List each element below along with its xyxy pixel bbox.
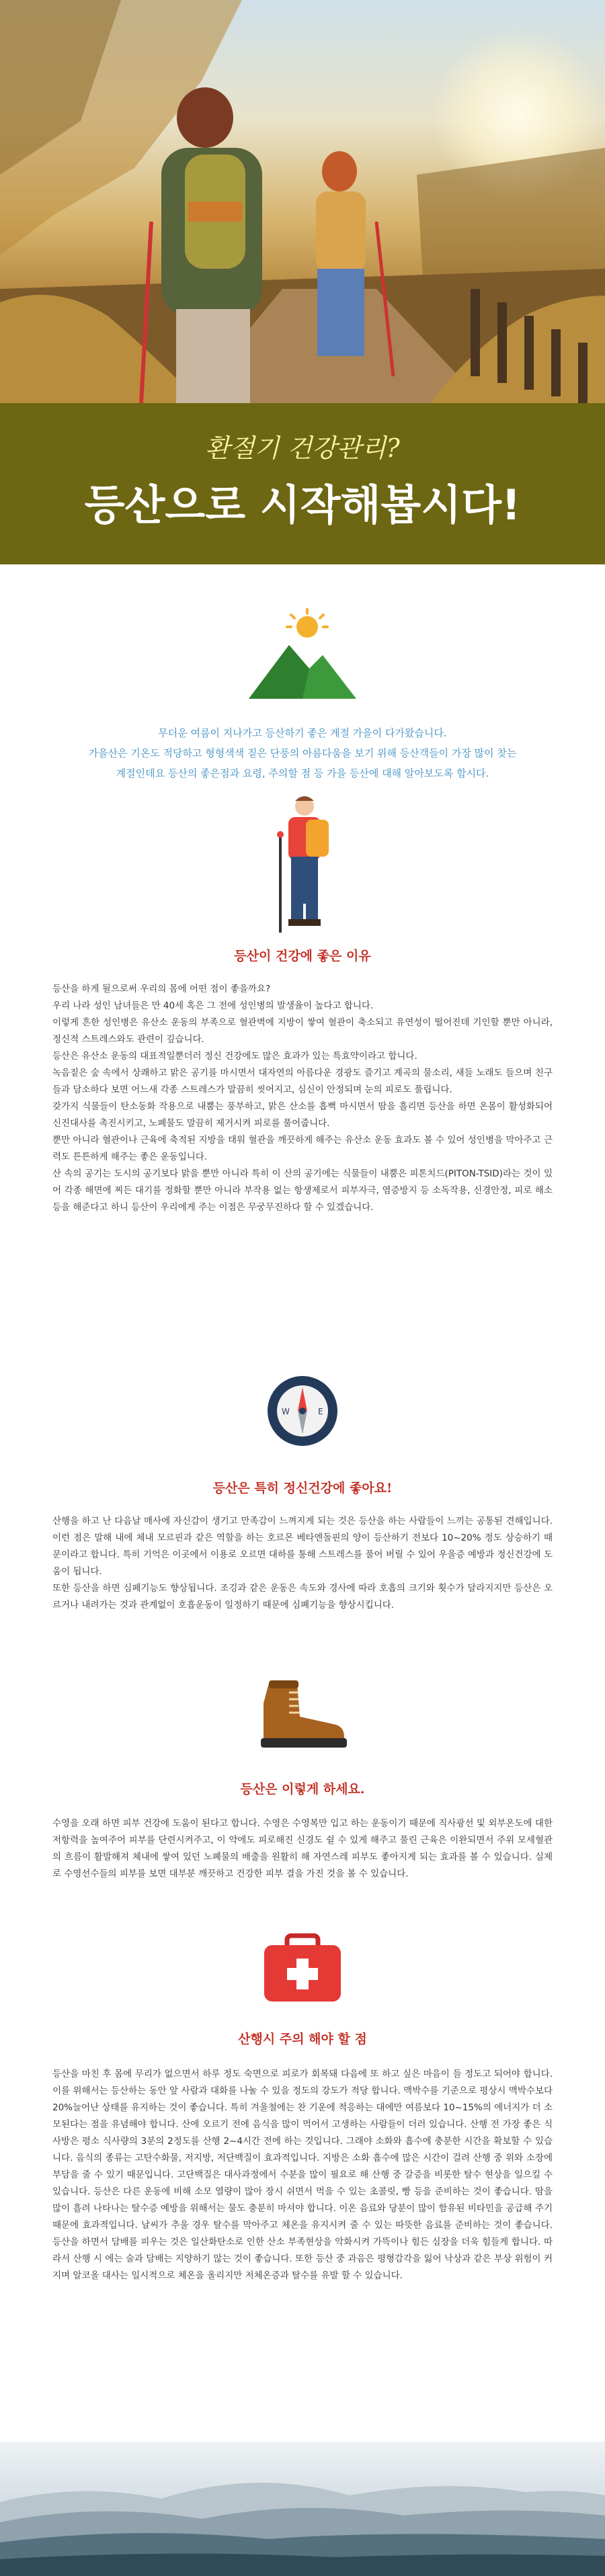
- section-body: [52, 2066, 553, 2284]
- intro-text: [54, 723, 551, 783]
- section-body: [52, 1513, 553, 1614]
- svg-text:W: W: [282, 1407, 290, 1416]
- section-title: 등산은 이렇게 하세요.: [240, 1782, 365, 1797]
- hiker-icon: [0, 793, 605, 934]
- section-body: [52, 1815, 553, 1883]
- mountain-sun-icon: [0, 608, 605, 702]
- paragraph: 또한 등산을 하면 심폐기능도 향상됩니다. 조깅과 같은 운동은 속도와 경사에 따라 호흡의 크기와 횟수가 달라지지만 등산은 오르거나 내려가는 것과 관계없이 호흡운동이 일정하기 때문에 심폐기능을 향상시킵니다.: [52, 1583, 553, 1611]
- paragraph: 등산은 유산소 운동의 대표적일뿐더러 정신 건강에도 많은 효과가 있는 특효약이라고 합니다.: [52, 1051, 417, 1062]
- paragraph: 수영을 오래 하면 피부 건강에 도움이 된다고 합니다. 수영은 수영복만 입고 하는 운동이기 때문에 직사광선 및 외부온도에 대한 저항력을 높여주어 피부를 단련시켜주고, 이 약에도 피로해진 신경도 쉴 수 있게 해주고 풀린 근육은 이완되면서 주위 모세혈관의 흐름이 활발해져 체내에 쌓여 있던 노폐물의 배출을 원활히 해 자연스레 피부도 좋아지게 되는 효과를 볼 수 있습니다. 실제로 수영선수들의 피부를 보면 대부분 깨끗하고 건강한 피부 결을 가진 것을 볼 수 있습니다.: [52, 1818, 553, 1879]
- paragraph: 뿐만 아니라 혈관이나 근육에 축적된 지방을 태워 혈관을 깨끗하게 해주는 유산소 운동 효과도 볼 수 있어 성인병을 막아주고 근력도 튼튼하게 해주는 좋은 운동입니다.: [52, 1135, 553, 1162]
- section-body: [52, 981, 553, 1216]
- paragraph: 등산을 마친 후 몸에 무리가 없으면서 하루 정도 숙면으로 피로가 회복돼 다음에 또 하고 싶은 마음이 들 정도고 되어야 합니다. 이를 위해서는 등산하는 동안 앞 사람과 대화를 나눌 수 있을 정도의 강도가 적당 합니다. 맥박수를 기준으로 평상시 맥박수보다 20%늘어난 상태를 유지하는 것이 좋습니다. 특히 겨울철에는 찬 기운에 적응하는 대에만 여름보다 10~15%의 에너지가 더 소모된다는 점을 유념해야 합니다. 산에 오르기 전에 음식을 많이 먹어서 고생하는 사람들이 더러 있습니다. 산행 전 가장 좋은 식사방은 평소 식사량의 3분의 2정도를 산행 2~4시간 전에 하는 것입니다. 그래야 소화와 흡수에 충분한 시간을 확보할 수 있습니다. 음식의 종류는 고탄수화물, 저지방, 저단백질이 효과적입니다. 지방은 소화 흡수에 많은 시간이 걸려 산행 중 위와 소장에 부담을 줄 수 있기 때문입니다. 고단백질은 대사과정에서 수분을 많이 필요로 해 산행 중 갈증을 비롯한 탈수 현상을 일으킬 수 있습니다. 등산은 다른 운동에 비해 소모 열량이 많아 장시 쉬면서 먹을 수 있는 초콜릿, 빵 등을 준비하는 것이 좋습니다. 땀을 많이 흘려 나타나는 탈수증 예방을 위해서는 물도 충분히 마셔야 합니다. 이온 음료와 당분이 많이 함유된 비타민을 공급해 주기 때문에 효과적입니다. 날씨가 추울 경우 탈수를 막아주고 체온을 유지시켜 줄 수 있는 따뜻한 음료를 준비하는 것이 좋습니다. 등산을 하면서 담배를 피우는 것은 일산화탄소로 인한 산소 부족현상을 악화시켜 가뜩이나 힘든 심장을 더욱 힘들게 합니다. 따라서 산행 시 에는 술과 담배는 지양하기 않는 것이 좋습니다. 또한 등산 중 과음은 평형감각을 잃어 낙상과 같은 부상 위험이 커지며 알코올 대사는 일시적으로 체온을 올리지만 저체온증과 탈수를 유발 할 수 있습니다.: [52, 2069, 553, 2281]
- banner-subtitle: 환절기 건강관리?: [205, 433, 400, 463]
- footer-mountain-landscape: [0, 2442, 605, 2576]
- hero-photo-hikers: [0, 0, 605, 403]
- hiking-boot-icon: [0, 1676, 605, 1750]
- paragraph: 이렇게 흔한 성인병은 유산소 운동의 부족으로 혈관벽에 지방이 쌓여 혈관이 축소되고 유연성이 떨어진데 기인할 뿐만 아니라, 정신적 스트레스와도 관련이 깊습니다.: [52, 1017, 553, 1045]
- svg-text:E: E: [318, 1407, 323, 1416]
- intro-line: 계절인데요 등산의 좋은점과 요령, 주의할 점 등 가을 등산에 대해 알아보도록 합시다.: [116, 767, 489, 779]
- hikers-illustration: [0, 0, 605, 403]
- intro-line: 무더운 여름이 지나가고 등산하기 좋은 계절 가을이 다가왔습니다.: [158, 727, 447, 739]
- paragraph: 갖가지 식물들이 탄소동화 작용으로 내뿜는 풍부하고, 맑은 산소를 흡뻑 마시면서 땀을 흘리면 등산을 하면 온몸이 활성화되어 신진대사를 촉진시키고, 노폐물도 말끔히 제거시켜 피로를 풀어줍니다.: [52, 1101, 553, 1129]
- section-title: 등산이 건강에 좋은 이유: [234, 949, 371, 963]
- paragraph: 산 속의 공기는 도시의 공기보다 맑을 뿐만 아니라 특히 이 산의 공기에는 식물들이 내뿜은 피톤치드(PITON-TSID)라는 것이 있어 각종 해면에 찌든 대기를 정화할 뿐만 아니라 부작용 없는 항생제로서 피부자극, 염증방지 등 소독작용, 신경안정, 피로 해소 등을 해준다고 하니 등산이 우리에게 주는 이점은 무궁무진하다 할 수 있겠습니다.: [52, 1168, 553, 1213]
- first-aid-kit-icon: [0, 1932, 605, 2006]
- paragraph: 산행을 하고 난 다음날 매사에 자신감이 생기고 만족감이 느껴지게 되는 것은 등산을 하는 사람들이 느끼는 공통된 견해입니다. 이런 점은 말해 내에 체내 모르핀과 같은 역할을 하는 호르몬 베타엔돌핀의 양이 등산하기 전보다 10~20% 정도 상승하기 때문이라고 합니다. 특히 기억은 이곳에서 이용로 오르면 대하를 통해 스트레스를 풀어 버릴 수 있어 우울증 예방과 정신건강에 도움이 됩니다.: [52, 1516, 553, 1577]
- title-banner: [0, 403, 605, 564]
- paragraph: 우리 나라 성인 남녀들은 만 40세 혹은 그 전에 성인병의 발생율이 높다고 합니다.: [52, 1000, 374, 1011]
- paragraph: 녹음짙은 숲 속에서 상쾌하고 맑은 공기를 마시면서 대자연의 아름다운 경광도 즐기고 계곡의 물소리, 새들 노래도 들으며 친구들과 담소하다 보면 어느새 각종 스트레스가 말끔히 씻어지고, 심신이 안정되며 눈의 피로도 풀립니다.: [52, 1068, 553, 1095]
- section-title: 등산은 특히 정신건강에 좋아요!: [212, 1481, 393, 1496]
- section-title: 산행시 주의 해야 할 점: [238, 2032, 367, 2047]
- paragraph: 등산을 하게 될으로써 우리의 몸에 어떤 점이 좋을까요?: [52, 984, 271, 994]
- compass-icon: [0, 1374, 605, 1448]
- banner-title: 등산으로 시작해봅시다!: [84, 480, 521, 529]
- intro-line: 가을산은 기온도 적당하고 형형색색 짙은 단풍의 아름다움을 보기 위해 등산객들이 가장 많이 찾는: [88, 747, 517, 759]
